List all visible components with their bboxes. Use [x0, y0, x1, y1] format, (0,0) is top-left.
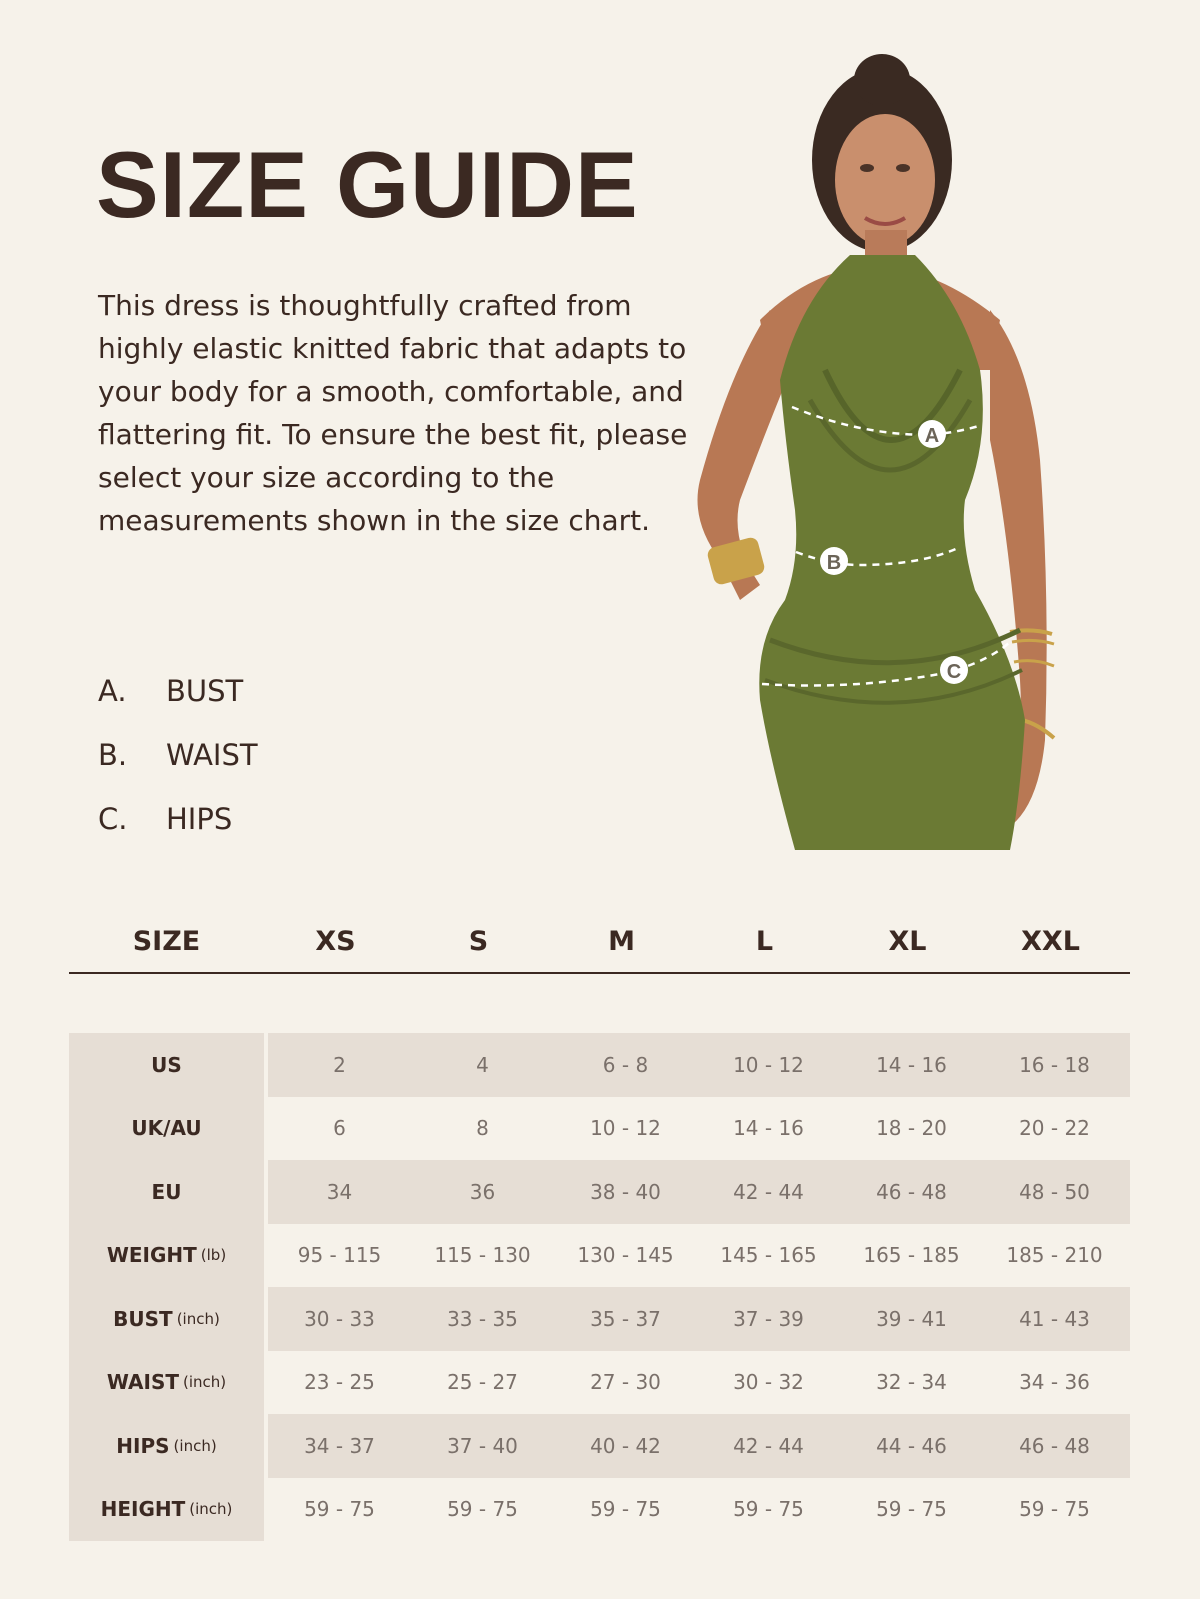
row-label-text: UK/AU — [131, 1116, 202, 1141]
table-row — [69, 1478, 1130, 1542]
header-cell: L — [755, 926, 774, 957]
header-cell: SIZE — [132, 926, 201, 957]
legend-letter: C. — [98, 802, 128, 836]
marker-c-label: C — [946, 661, 962, 683]
row-label — [69, 1351, 264, 1415]
row-values — [268, 1097, 1130, 1161]
table-cell: 6 - 8 — [602, 1052, 649, 1077]
table-row — [69, 1414, 1130, 1478]
table-cell: 27 - 30 — [590, 1370, 661, 1395]
table-cell: 2 — [333, 1052, 346, 1077]
row-label — [69, 1097, 264, 1161]
row-label — [69, 1224, 264, 1288]
table-row — [69, 1160, 1130, 1224]
table-cell: 59 - 75 — [876, 1497, 947, 1522]
row-label-unit: (lb) — [200, 1246, 227, 1265]
row-label-unit: (inch) — [173, 1436, 217, 1455]
size-table-header — [69, 920, 1130, 974]
model-illustration — [660, 40, 1100, 870]
legend-label: HIPS — [166, 802, 233, 836]
table-row — [69, 1224, 1130, 1288]
table-cell: 16 - 18 — [1019, 1052, 1090, 1077]
table-row — [69, 1287, 1130, 1351]
table-row — [69, 1351, 1130, 1415]
table-cell: 42 - 44 — [733, 1433, 804, 1458]
row-label-unit: (inch) — [183, 1373, 227, 1392]
row-values — [268, 1224, 1130, 1288]
row-label-text: HEIGHT — [100, 1497, 186, 1522]
table-cell: 34 - 37 — [304, 1433, 375, 1458]
table-cell: 46 - 48 — [876, 1179, 947, 1204]
table-cell: 6 — [333, 1116, 346, 1141]
header-cell: XXL — [1021, 926, 1080, 957]
legend-item-bust — [98, 675, 258, 739]
table-cell: 41 - 43 — [1019, 1306, 1090, 1331]
table-cell: 145 - 165 — [720, 1243, 817, 1268]
row-label-text: HIPS — [116, 1433, 170, 1458]
row-label — [69, 1033, 264, 1097]
table-cell: 40 - 42 — [590, 1433, 661, 1458]
legend-label: WAIST — [166, 738, 258, 772]
marker-b-label: B — [826, 552, 842, 574]
legend-label: BUST — [166, 674, 244, 708]
legend-letter: B. — [98, 738, 128, 772]
row-label-unit: (inch) — [176, 1309, 220, 1328]
header-cell: XS — [315, 926, 356, 957]
table-cell: 38 - 40 — [590, 1179, 661, 1204]
table-cell: 14 - 16 — [876, 1052, 947, 1077]
row-label — [69, 1478, 264, 1542]
table-cell: 8 — [476, 1116, 489, 1141]
table-cell: 130 - 145 — [577, 1243, 674, 1268]
table-cell: 30 - 32 — [733, 1370, 804, 1395]
row-values — [268, 1478, 1130, 1542]
legend-item-waist — [98, 739, 258, 803]
measurement-legend — [98, 675, 258, 867]
table-cell: 32 - 34 — [876, 1370, 947, 1395]
header-cell: XL — [888, 926, 927, 957]
table-cell: 59 - 75 — [447, 1497, 518, 1522]
row-label — [69, 1160, 264, 1224]
table-cell: 37 - 40 — [447, 1433, 518, 1458]
table-cell: 36 — [469, 1179, 496, 1204]
table-cell: 14 - 16 — [733, 1116, 804, 1141]
row-label-text: BUST — [113, 1306, 173, 1331]
table-row — [69, 1033, 1130, 1097]
table-cell: 59 - 75 — [304, 1497, 375, 1522]
table-cell: 20 - 22 — [1019, 1116, 1090, 1141]
table-cell: 39 - 41 — [876, 1306, 947, 1331]
table-row — [69, 1097, 1130, 1161]
legend-letter: A. — [98, 674, 127, 708]
row-values — [268, 1351, 1130, 1415]
description: This dress is thoughtfully crafted from highly elastic knitted fabric that adapts to your body for a smooth, comfortable, and flattering fit. To ensure the best fit, please select your size according to the measurements shown in the size chart. — [98, 289, 688, 537]
table-cell: 37 - 39 — [733, 1306, 804, 1331]
table-cell: 23 - 25 — [304, 1370, 375, 1395]
table-cell: 115 - 130 — [434, 1243, 531, 1268]
table-cell: 48 - 50 — [1019, 1179, 1090, 1204]
table-cell: 10 - 12 — [733, 1052, 804, 1077]
table-cell: 18 - 20 — [876, 1116, 947, 1141]
table-cell: 10 - 12 — [590, 1116, 661, 1141]
table-cell: 59 - 75 — [733, 1497, 804, 1522]
face-shape — [835, 114, 935, 246]
marker-a-label: A — [924, 425, 940, 447]
table-cell: 33 - 35 — [447, 1306, 518, 1331]
size-table-body — [69, 1033, 1130, 1541]
row-label — [69, 1287, 264, 1351]
row-values — [268, 1160, 1130, 1224]
page-title: SIZE GUIDE — [96, 132, 639, 237]
table-cell: 59 - 75 — [590, 1497, 661, 1522]
table-cell: 30 - 33 — [304, 1306, 375, 1331]
table-cell: 46 - 48 — [1019, 1433, 1090, 1458]
table-cell: 59 - 75 — [1019, 1497, 1090, 1522]
row-label — [69, 1414, 264, 1478]
row-values — [268, 1287, 1130, 1351]
row-label-text: EU — [151, 1179, 182, 1204]
table-cell: 4 — [476, 1052, 489, 1077]
legend-item-hips — [98, 803, 258, 867]
table-cell: 44 - 46 — [876, 1433, 947, 1458]
table-cell: 34 - 36 — [1019, 1370, 1090, 1395]
row-label-unit: (inch) — [189, 1500, 233, 1519]
row-label-text: WEIGHT — [106, 1243, 197, 1268]
table-cell: 35 - 37 — [590, 1306, 661, 1331]
table-cell: 25 - 27 — [447, 1370, 518, 1395]
row-label-text: WAIST — [106, 1370, 179, 1395]
row-values — [268, 1414, 1130, 1478]
table-cell: 42 - 44 — [733, 1179, 804, 1204]
header-cell: M — [608, 926, 635, 957]
header-cell: S — [468, 926, 489, 957]
row-label-text: US — [151, 1052, 182, 1077]
row-values — [268, 1033, 1130, 1097]
table-cell: 34 — [326, 1179, 353, 1204]
table-cell: 185 - 210 — [1006, 1243, 1103, 1268]
table-cell: 95 - 115 — [297, 1243, 382, 1268]
table-cell: 165 - 185 — [863, 1243, 960, 1268]
